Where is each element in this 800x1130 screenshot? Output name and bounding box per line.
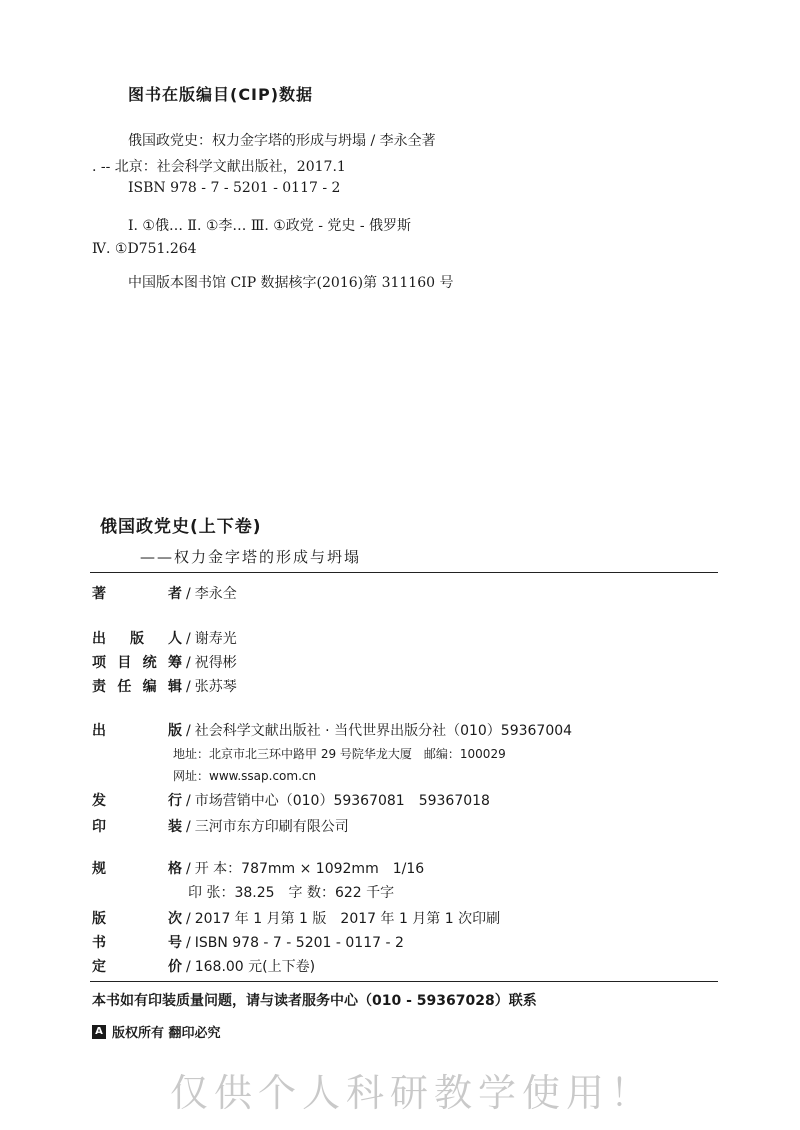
cip-record-number: 中国版本图书馆 CIP 数据核字(2016)第 311160 号 xyxy=(128,275,454,291)
editor-label: 责任编辑 xyxy=(92,679,182,695)
cip-subject-line: Ⅰ. ①俄… Ⅱ. ①李… Ⅲ. ①政党 - 党史 - 俄罗斯 xyxy=(128,218,412,234)
price-row: 定 价 / 168.00 元(上下卷) xyxy=(92,956,315,976)
format-value: 开 本：787mm × 1092mm 1/16 xyxy=(194,861,425,877)
book-title: 俄国政党史(上下卷) xyxy=(100,517,262,537)
publisher-person-label: 出 版 人 xyxy=(92,631,182,647)
coordinator-value: 祝得彬 xyxy=(194,655,237,671)
distribution-row: 发 行 / 市场营销中心（010）59367081 59367018 xyxy=(92,790,490,810)
copyright-text: 版权所有 翻印必究 xyxy=(112,1026,221,1041)
quality-notice: 本书如有印装质量问题，请与读者服务中心（010 - 59367028）联系 xyxy=(92,993,537,1009)
publisher-person-value: 谢寿光 xyxy=(194,631,237,647)
publisher-address: 地址：北京市北三环中路甲 29 号院华龙大厦 邮编：100029 xyxy=(173,747,506,761)
format-label: 规 格 xyxy=(92,861,182,877)
isbn-row: 书 号 / ISBN 978 - 7 - 5201 - 0117 - 2 xyxy=(92,932,404,952)
author-label: 著 者 xyxy=(92,586,182,602)
printing-row: 印 装 / 三河市东方印刷有限公司 xyxy=(92,816,349,836)
format-row: 规 格 / 开 本：787mm × 1092mm 1/16 xyxy=(92,858,424,878)
printing-value: 三河市东方印刷有限公司 xyxy=(194,819,349,835)
distribution-label: 发 行 xyxy=(92,793,182,809)
coordinator-row: 项目统筹 / 祝得彬 xyxy=(92,652,237,672)
book-subtitle: ——权力金字塔的形成与坍塌 xyxy=(140,548,362,566)
publisher-label: 出 版 xyxy=(92,723,182,739)
price-label: 定 价 xyxy=(92,959,182,975)
publisher-person-row: 出 版 人 / 谢寿光 xyxy=(92,628,237,648)
cip-title-line: 俄国政党史：权力金字塔的形成与坍塌 / 李永全著 xyxy=(128,133,436,149)
publisher-website: 网址：www.ssap.com.cn xyxy=(173,769,317,783)
printing-label: 印 装 xyxy=(92,819,182,835)
watermark-text: 仅供个人科研教学使用！ xyxy=(170,1071,655,1115)
coordinator-label: 项目统筹 xyxy=(92,655,182,671)
cip-heading: 图书在版编目(CIP)数据 xyxy=(128,85,314,104)
isbn-value: ISBN 978 - 7 - 5201 - 0117 - 2 xyxy=(194,935,404,951)
edition-row: 版 次 / 2017 年 1 月第 1 版 2017 年 1 月第 1 次印刷 xyxy=(92,908,500,928)
publisher-row: 出 版 / 社会科学文献出版社 · 当代世界出版分社（010）59367004 xyxy=(92,720,572,740)
cip-classification-line: Ⅳ. ①D751.264 xyxy=(92,241,197,257)
cip-isbn-line: ISBN 978 - 7 - 5201 - 0117 - 2 xyxy=(128,180,341,196)
editor-row: 责任编辑 / 张苏琴 xyxy=(92,676,237,696)
edition-value: 2017 年 1 月第 1 版 2017 年 1 月第 1 次印刷 xyxy=(194,911,501,927)
publisher-logo-icon: A xyxy=(92,1025,106,1039)
publisher-value: 社会科学文献出版社 · 当代世界出版分社（010）59367004 xyxy=(194,723,573,739)
divider-bottom xyxy=(90,981,718,982)
editor-value: 张苏琴 xyxy=(194,679,237,695)
isbn-label: 书 号 xyxy=(92,935,182,951)
divider-top xyxy=(90,572,718,573)
author-row: 著 者 / 李永全 xyxy=(92,583,237,603)
copyright-line xyxy=(92,1022,221,1041)
cip-publisher-line: . -- 北京：社会科学文献出版社，2017.1 xyxy=(92,159,346,175)
price-value: 168.00 元(上下卷) xyxy=(194,959,316,975)
distribution-value: 市场营销中心（010）59367081 59367018 xyxy=(194,793,490,809)
sheets-line: 印 张：38.25 字 数：622 千字 xyxy=(188,885,395,901)
author-value: 李永全 xyxy=(194,586,237,602)
edition-label: 版 次 xyxy=(92,911,182,927)
